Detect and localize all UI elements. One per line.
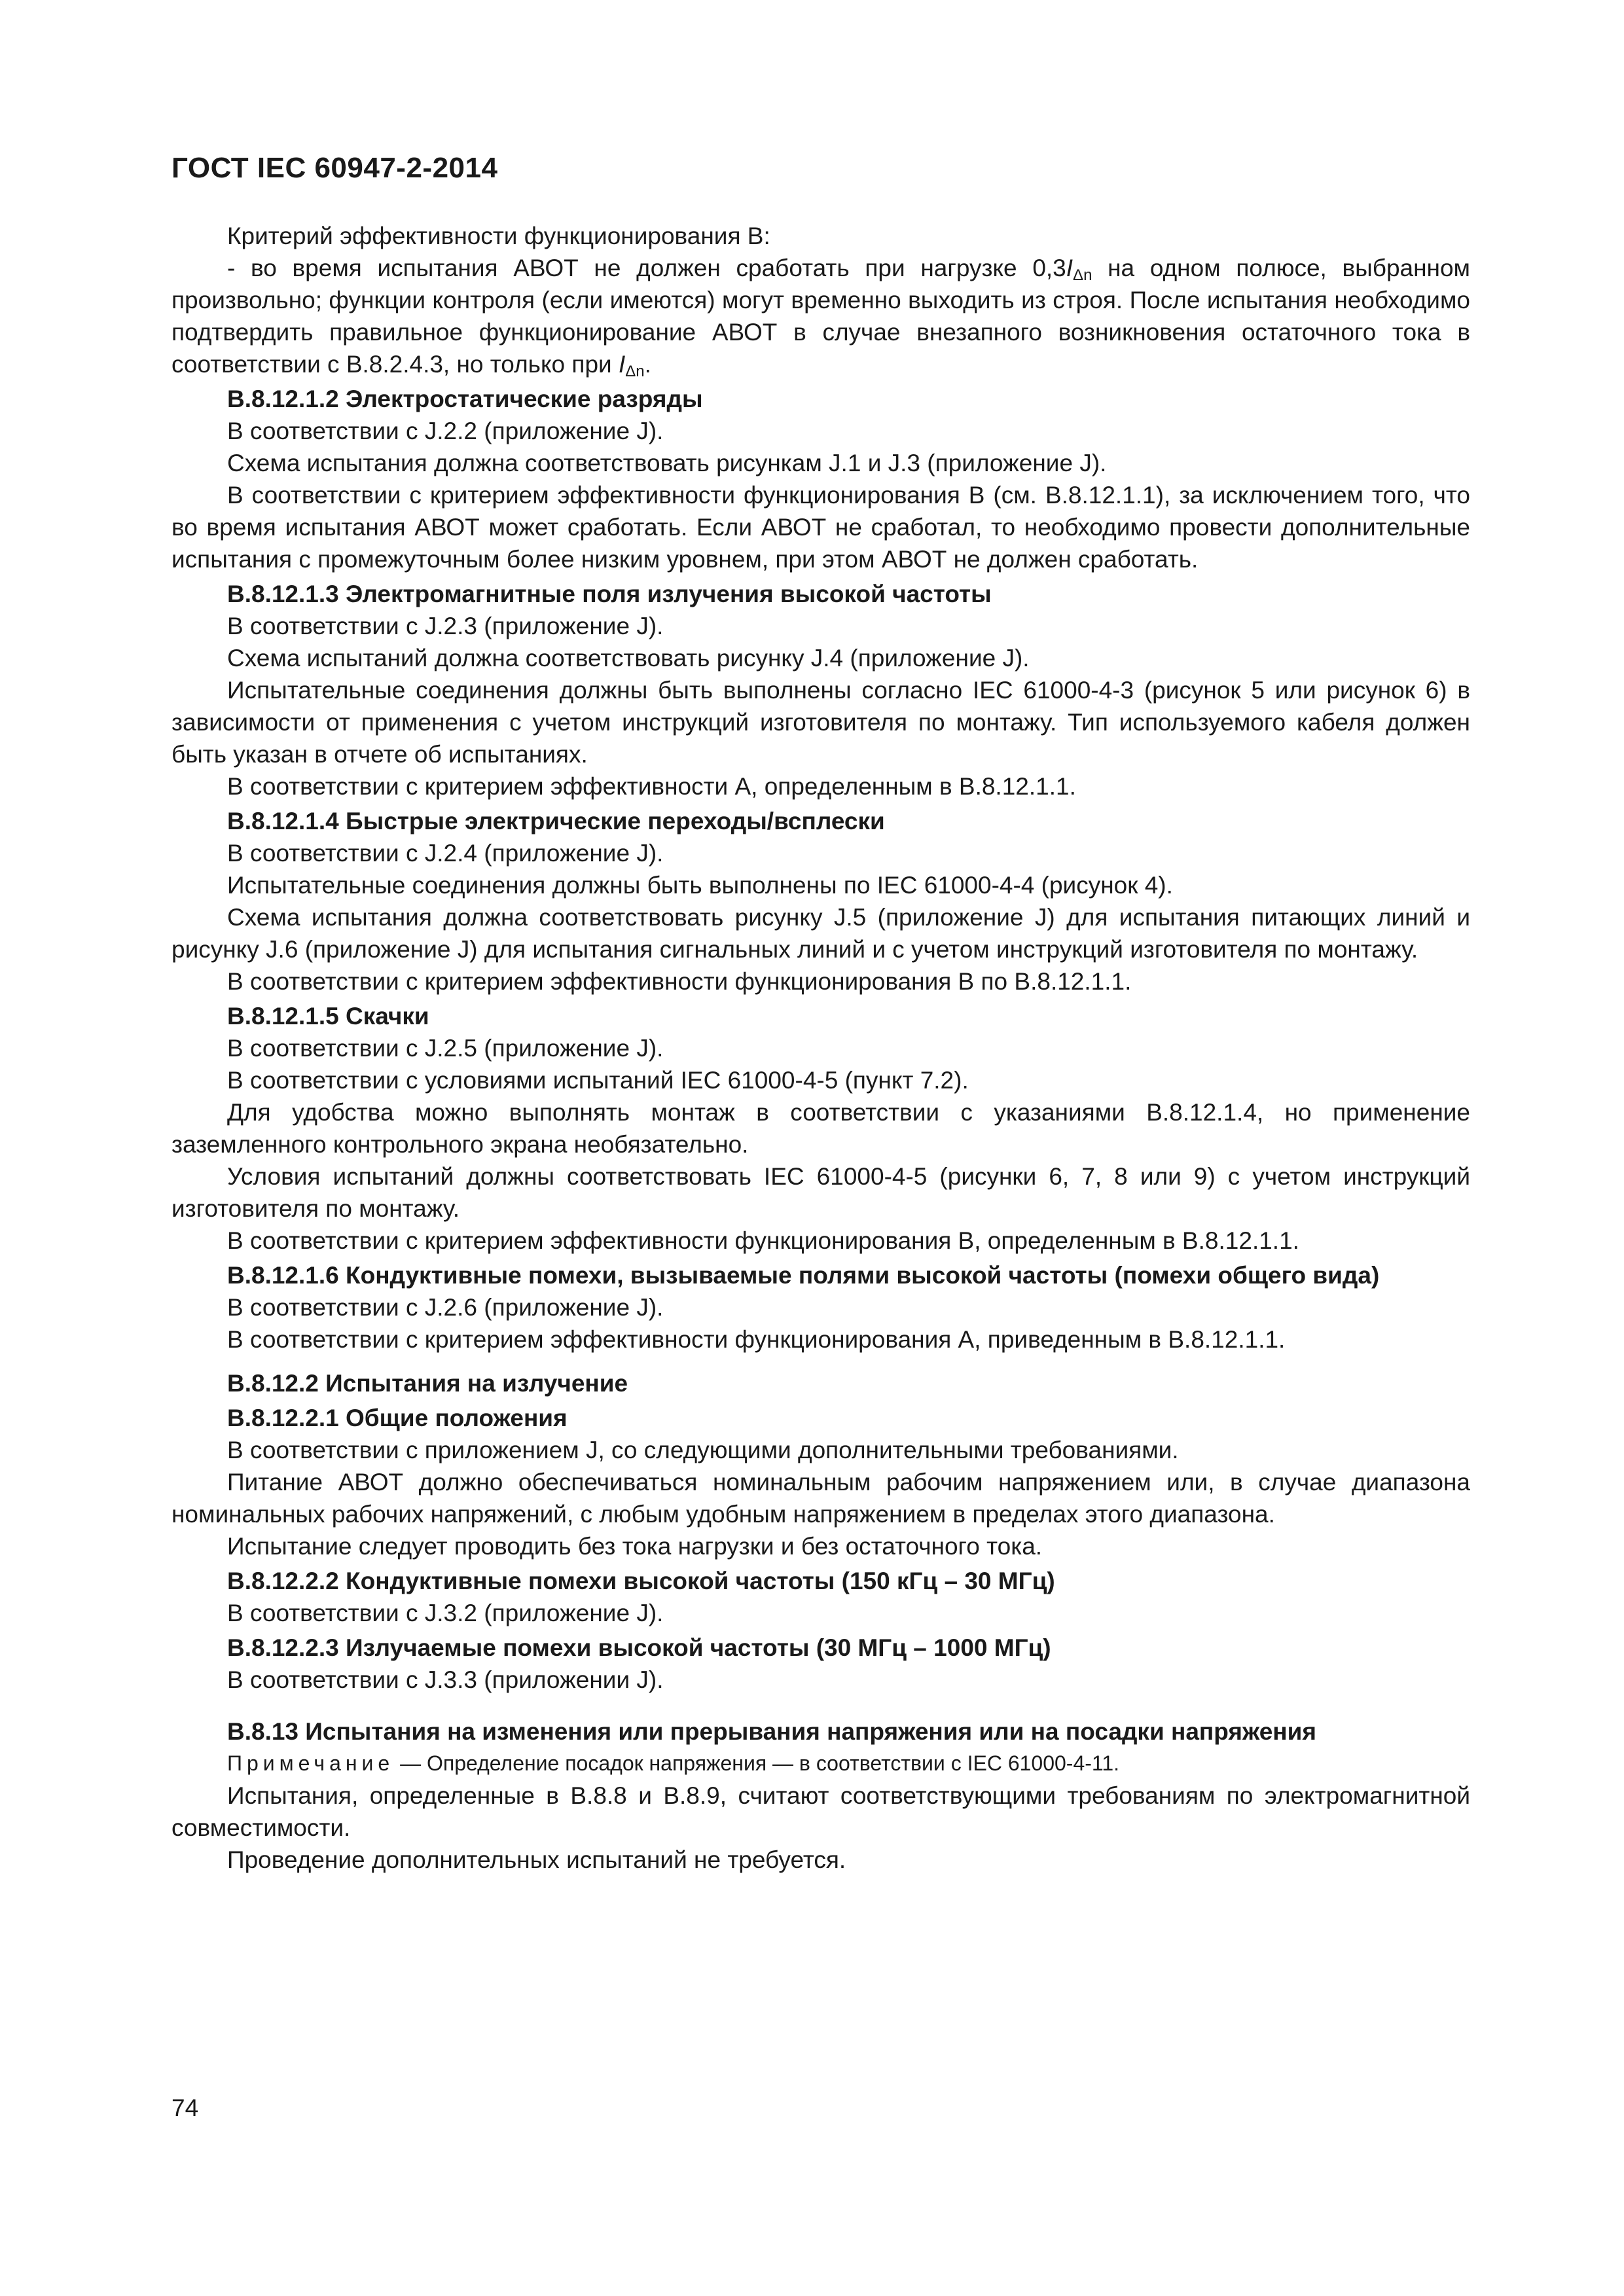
note-label: Примечание — [227, 1751, 395, 1775]
paragraph: Испытания, определенные в B.8.8 и B.8.9, считают соответствующими требованиям по электромагнитной совместимости. — [171, 1782, 1470, 1841]
paragraph: Испытательные соединения должны быть выполнены по IEC 61000-4-4 (рисунок 4). — [227, 872, 1173, 899]
paragraph: В соответствии с критерием эффективности А, определенным в B.8.12.1.1. — [227, 773, 1076, 800]
section-heading: B.8.12.1.3 Электромагнитные поля излучения высокой частоты — [227, 581, 992, 607]
section-heading: B.8.12.2.1 Общие положения — [227, 1405, 568, 1431]
document-body — [171, 220, 1470, 1876]
section-heading: B.8.12.1.5 Скачки — [227, 1003, 429, 1030]
paragraph: В соответствии с J.3.2 (приложение J). — [227, 1600, 664, 1626]
section-heading: B.8.12.1.4 Быстрые электрические переходы/всплески — [227, 808, 885, 834]
paragraph: В соответствии с критерием эффективности функционирования В по B.8.12.1.1. — [227, 968, 1132, 995]
paragraph: В соответствии с J.2.6 (приложение J). — [227, 1294, 664, 1321]
criterion-text — [171, 252, 1470, 380]
document-header: ГОСТ IEC 60947-2-2014 — [171, 152, 498, 184]
current-subscript: Δn — [625, 363, 645, 380]
criterion-text-c: . — [644, 351, 651, 378]
paragraph: В соответствии с приложением J, со следующими дополнительными требованиями. — [227, 1437, 1179, 1463]
paragraph: Испытание следует проводить без тока нагрузки и без остаточного тока. — [227, 1533, 1043, 1560]
paragraph: Питание АВОТ должно обеспечиваться номинальным рабочим напряжением или, в случае диапазона номинальных рабочих напряжений, с любым удобным напряжением в пределах этого диапазона. — [171, 1469, 1470, 1528]
page-number: 74 — [171, 2094, 199, 2121]
paragraph: Схема испытаний должна соответствовать рисунку J.4 (приложение J). — [227, 645, 1030, 672]
criterion-text-a: - во время испытания АВОТ не должен сработать при нагрузке 0,3 — [227, 255, 1066, 281]
paragraph: В соответствии с критерием эффективности функционирования В, определенным в B.8.12.1.1. — [227, 1227, 1299, 1254]
current-symbol: I — [618, 351, 626, 378]
note — [171, 1748, 1470, 1780]
paragraph: В соответствии с J.3.3 (приложении J). — [227, 1666, 664, 1693]
section-heading: B.8.12.2 Испытания на излучение — [227, 1370, 628, 1397]
paragraph: В соответствии с условиями испытаний IEC 61000-4-5 (пункт 7.2). — [227, 1067, 969, 1094]
paragraph: Проведение дополнительных испытаний не требуется. — [227, 1846, 846, 1873]
paragraph: В соответствии с J.2.5 (приложение J). — [227, 1035, 664, 1062]
paragraph: Схема испытания должна соответствовать рисунку J.5 (приложение J) для испытания питающих линий и рисунку J.6 (приложение J) для испытания сигнальных линий и с учетом инструкций изготовителя по монтажу. — [171, 904, 1470, 963]
paragraph: В соответствии с J.2.4 (приложение J). — [227, 840, 664, 867]
current-symbol: I — [1066, 255, 1074, 281]
section-heading: B.8.12.1.2 Электростатические разряды — [227, 386, 703, 412]
paragraph: В соответствии с критерием эффективности функционирования А, приведенным в B.8.12.1.1. — [227, 1326, 1286, 1353]
section-heading: B.8.12.2.3 Излучаемые помехи высокой частоты (30 МГц – 1000 МГц) — [227, 1634, 1051, 1661]
section-heading: B.8.12.2.2 Кондуктивные помехи высокой частоты (150 кГц – 30 МГц) — [227, 1568, 1055, 1594]
section-heading: B.8.13 Испытания на изменения или прерывания напряжения или на посадки напряжения — [227, 1718, 1316, 1745]
criterion-title: Критерий эффективности функционирования В: — [227, 223, 770, 249]
paragraph: В соответствии с J.2.2 (приложение J). — [227, 418, 664, 444]
note-text: — Определение посадок напряжения — в соответствии с IEC 61000-4-11. — [394, 1751, 1120, 1775]
criterion-text-b: на одном полюсе, выбранном произвольно; функции контроля (если имеются) могут временно выходить из строя. После испытания необходимо подтвердить правильное функционирование АВОТ в случае внезапного возникновения остаточного тока в соответствии с B.8.2.4.3, но только при — [171, 255, 1470, 378]
current-subscript: Δn — [1073, 266, 1092, 284]
paragraph: В соответствии с J.2.3 (приложение J). — [227, 613, 664, 639]
paragraph: Испытательные соединения должны быть выполнены согласно IEC 61000-4-3 (рисунок 5 или рисунок 6) в зависимости от применения с учетом инструкций изготовителя по монтажу. Тип используемого кабеля должен быть указан в отчете об испытаниях. — [171, 677, 1470, 768]
section-heading: B.8.12.1.6 Кондуктивные помехи, вызываемые полями высокой частоты (помехи общего вида) — [227, 1262, 1380, 1289]
paragraph: Для удобства можно выполнять монтаж в соответствии с указаниями B.8.12.1.4, но применение заземленного контрольного экрана необязательно. — [171, 1099, 1470, 1158]
paragraph: Схема испытания должна соответствовать рисункам J.1 и J.3 (приложение J). — [227, 450, 1107, 476]
paragraph: Условия испытаний должны соответствовать IEC 61000-4-5 (рисунки 6, 7, 8 или 9) с учетом инструкций изготовителя по монтажу. — [171, 1163, 1470, 1222]
paragraph: В соответствии с критерием эффективности функционирования В (см. B.8.12.1.1), за исключением того, что во время испытания АВОТ может сработать. Если АВОТ не сработал, то необходимо провести дополнительные испытания с промежуточным более низким уровнем, при этом АВОТ не должен сработать. — [171, 482, 1470, 573]
